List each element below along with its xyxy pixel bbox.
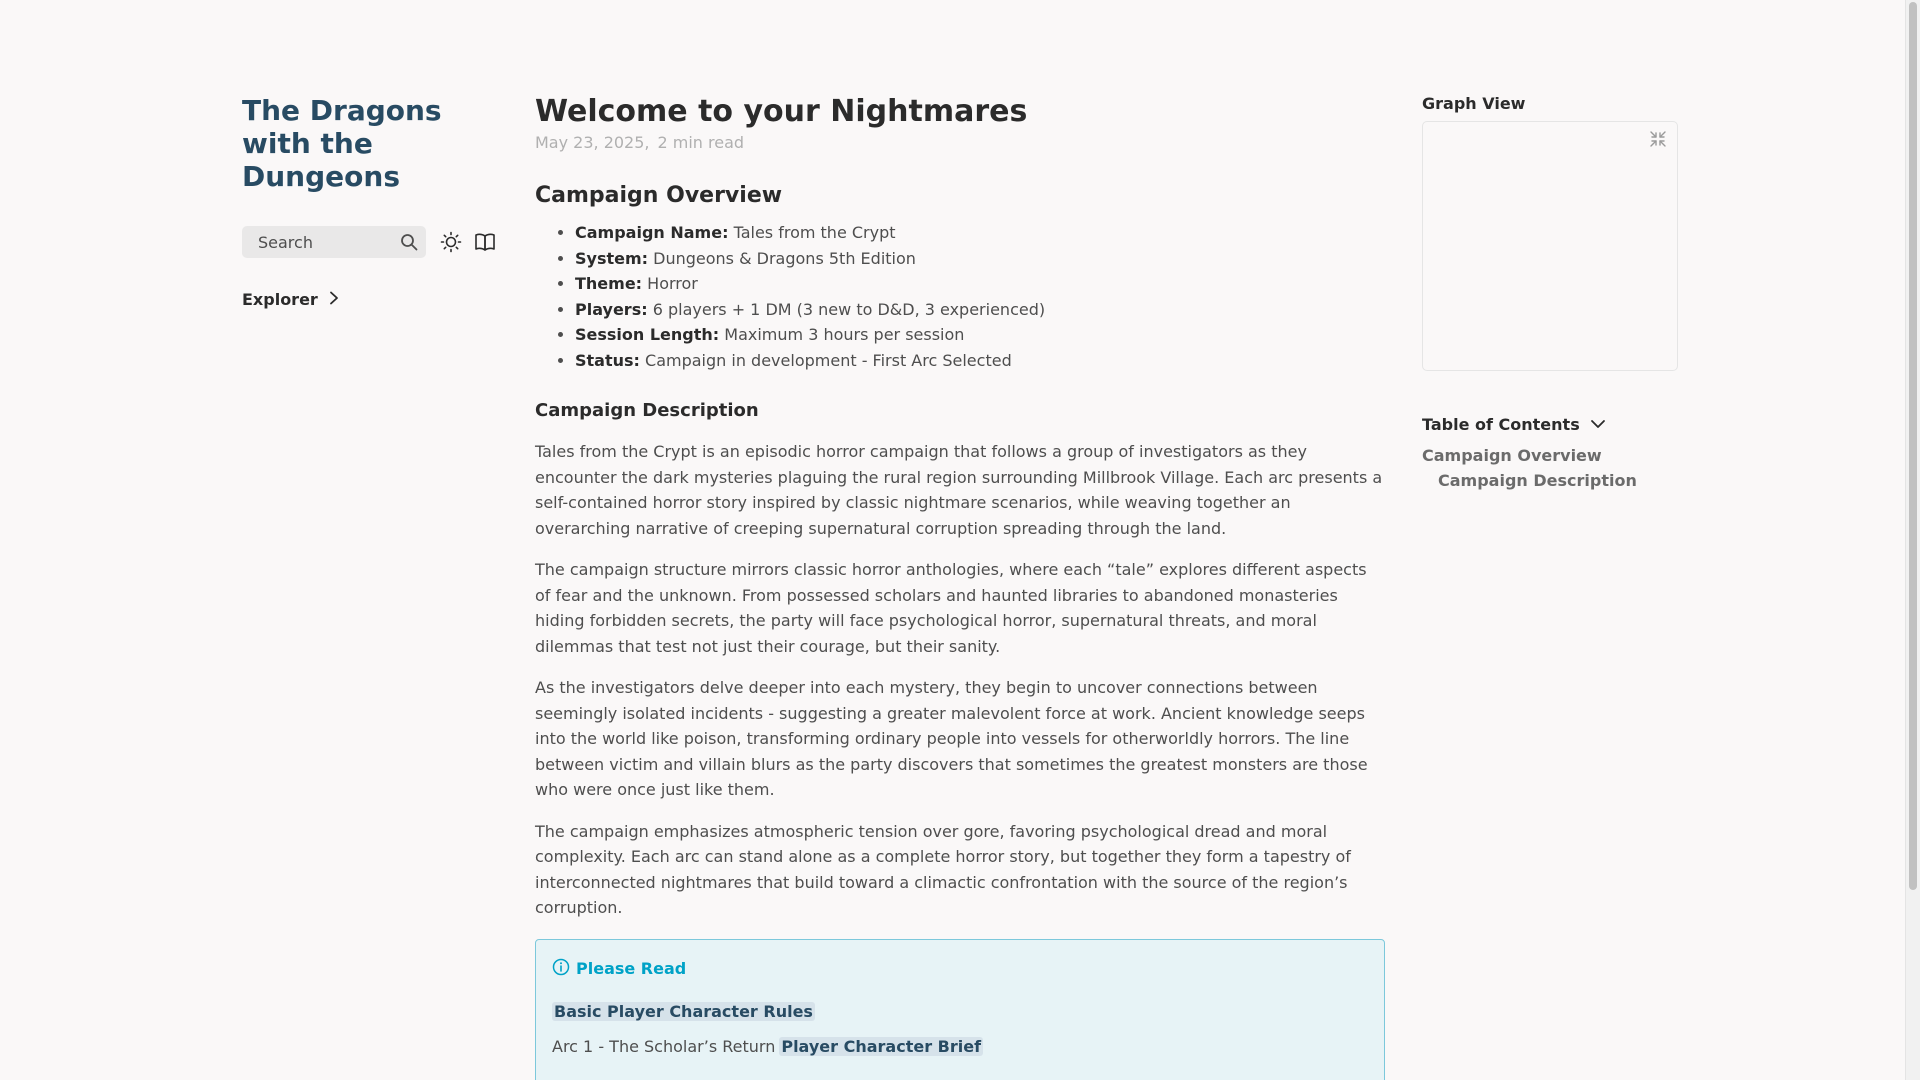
fact-label: Campaign Name:: [575, 223, 729, 242]
fact-value: Horror: [647, 274, 698, 293]
explorer-toggle[interactable]: [242, 290, 502, 309]
left-sidebar: [242, 94, 502, 309]
expand-icon[interactable]: [1649, 130, 1667, 152]
search-placeholder: Search: [258, 232, 313, 252]
article-meta: [535, 133, 1385, 152]
right-sidebar: [1422, 94, 1678, 490]
graph-view-label: Graph View: [1422, 94, 1526, 113]
toc-label: Table of Contents: [1422, 415, 1580, 434]
sun-icon[interactable]: [440, 231, 462, 253]
article-title: Welcome to your Nightmares: [535, 94, 1028, 129]
list-item: [575, 297, 1385, 323]
fact-label: Players:: [575, 299, 648, 319]
section-heading-description: Campaign Description: [535, 400, 759, 421]
fact-value: Maximum 3 hours per session: [724, 325, 965, 344]
chevron-down-icon: [1590, 415, 1606, 434]
list-item: [575, 322, 1385, 348]
article: [535, 94, 1385, 1080]
callout-box: [535, 939, 1385, 1080]
paragraph: As the investigators delve deeper into each mystery, they begin to uncover connections between seemingly isolated incidents - suggesting a greater malevolent force at work. Ancient knowledge seeps into the world like poison, transforming ordinary people into vessels for otherworldly horrors. The line between victim and villain blurs as the party discovers that sometimes the greatest monsters are those who were once just like them.: [535, 678, 1368, 799]
search-button[interactable]: [242, 226, 426, 258]
paragraph: Tales from the Crypt is an episodic horror campaign that follows a group of investigators as they encounter the dark mysteries plaguing the rural region surrounding Millbrook Village. Each arc presents a self-contained horror story inspired by classic nightmare scenarios, while weaving together an overarching narrative of creeping supernatural corruption spreading through the land.: [535, 442, 1383, 538]
book-icon[interactable]: [474, 231, 496, 253]
article-read-time: 2 min read: [657, 133, 745, 152]
explorer-label: Explorer: [242, 290, 318, 309]
toc-item-campaign-description[interactable]: Campaign Description: [1438, 471, 1637, 490]
fact-value: 6 players + 1 DM (3 new to D&D, 3 experienced): [652, 299, 1046, 319]
fact-value: Tales from the Crypt: [733, 223, 896, 242]
info-icon: [552, 958, 570, 980]
paragraph: The campaign structure mirrors classic horror anthologies, where each “tale” explores different aspects of fear and the unknown. From possessed scholars and haunted libraries to abandoned monasteries hiding forbidden secrets, the party will face psychological horror, supernatural threats, and moral dilemmas that test not just their courage, but their sanity.: [535, 560, 1367, 656]
list-item: [575, 271, 1385, 297]
toc-item-campaign-overview[interactable]: Campaign Overview: [1422, 446, 1602, 465]
arc-label: Arc 1 - The Scholar’s Return: [552, 1036, 776, 1056]
toolbar: [242, 226, 502, 258]
callout-line: [552, 1037, 1368, 1056]
callout-title: [552, 958, 1368, 980]
fact-value: Dungeons & Dragons 5th Edition: [653, 248, 916, 268]
search-icon: [400, 233, 418, 251]
character-brief-link[interactable]: Player Character Brief: [781, 1036, 982, 1056]
list-item: [575, 348, 1385, 374]
scrollbar-thumb[interactable]: [1909, 2, 1917, 890]
scrollbar[interactable]: [1905, 0, 1920, 1080]
graph-view[interactable]: [1422, 121, 1678, 371]
fact-value: Campaign in development - First Arc Selected: [645, 350, 1012, 370]
list-item: [575, 246, 1385, 272]
callout-title-text: Please Read: [576, 959, 687, 978]
fact-label: Session Length:: [575, 325, 720, 344]
fact-label: Theme:: [575, 274, 643, 293]
list-item: [575, 220, 1385, 246]
fact-label: Status:: [575, 350, 640, 370]
fact-label: System:: [575, 248, 649, 268]
toc-toggle[interactable]: [1422, 415, 1678, 434]
site-title[interactable]: The Dragons with the Dungeons: [242, 94, 442, 193]
section-heading-overview: Campaign Overview: [535, 183, 783, 208]
chevron-right-icon: [328, 290, 340, 309]
paragraph: The campaign emphasizes atmospheric tension over gore, favoring psychological dread and moral complexity. Each arc can stand alone as a complete horror story, but together they form a tapestry of interconnected nightmares that build toward a climactic confrontation with the source of the region’s corruption.: [535, 821, 1351, 917]
article-date: May 23, 2025,: [535, 133, 650, 152]
overview-list: [535, 220, 1385, 373]
basic-rules-link[interactable]: Basic Player Character Rules: [554, 1001, 813, 1021]
